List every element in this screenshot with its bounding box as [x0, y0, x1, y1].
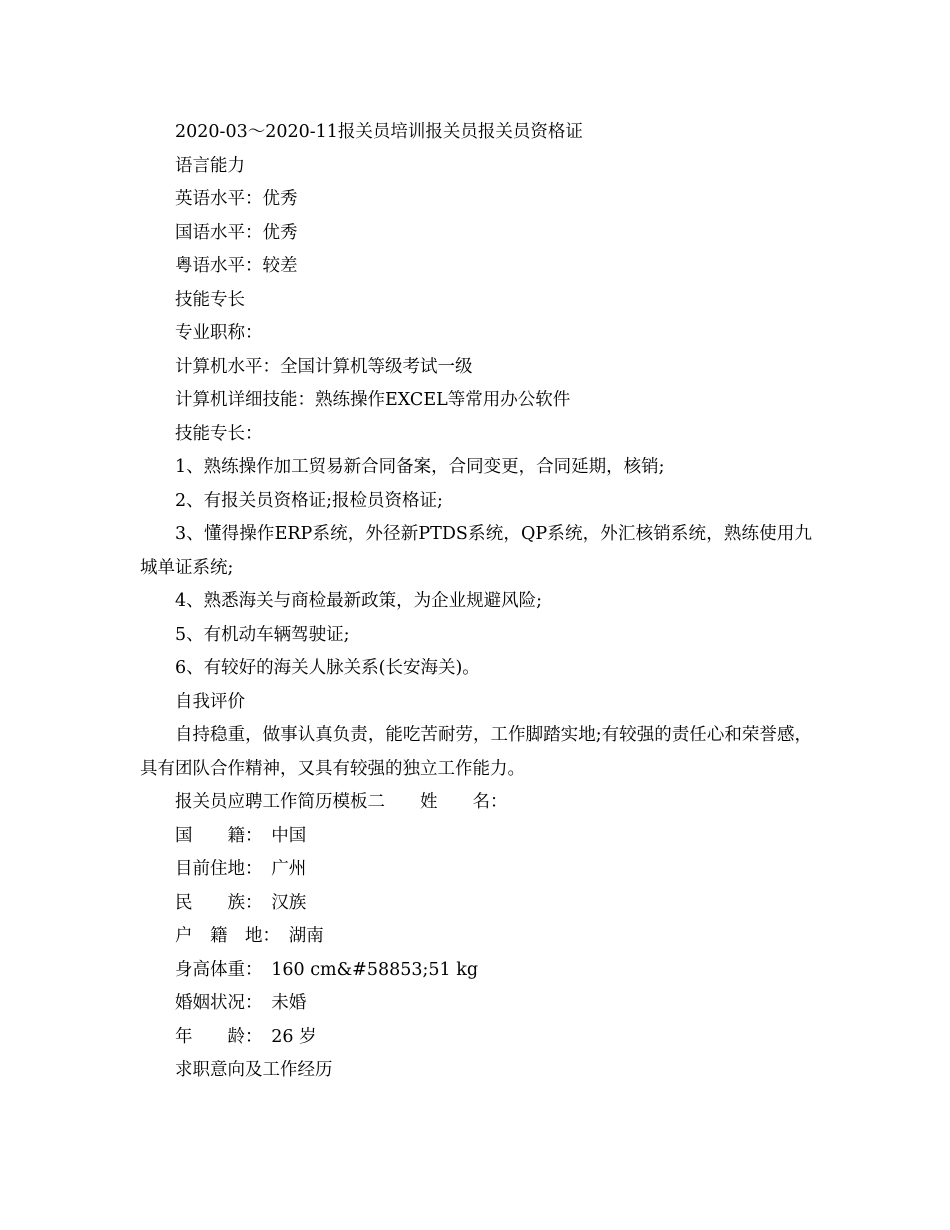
heading-self-evaluation: 自我评价 [175, 691, 245, 712]
paragraph-mandarin-level: 国语水平：优秀 [175, 222, 298, 243]
field-ethnicity: 民 族： 汉族 [175, 892, 307, 913]
heading-skills: 技能专长 [175, 289, 245, 310]
paragraph-english-level: 英语水平：优秀 [175, 189, 298, 209]
list-item-skill-2: 2、有报关员资格证;报检员资格证; [175, 490, 443, 511]
field-current-residence: 目前住地： 广州 [175, 859, 307, 879]
paragraph-training: 2020-03～2020-11报关员培训报关员报关员资格证 [175, 122, 583, 142]
list-item-skill-5: 5、有机动车辆驾驶证; [175, 624, 350, 645]
paragraph-professional-title: 专业职称： [175, 323, 263, 343]
paragraph-computer-skills: 计算机详细技能：熟练操作EXCEL等常用办公软件 [175, 390, 571, 410]
paragraph-self-evaluation: 自持稳重，做事认真负责，能吃苦耐劳，工作脚踏实地;有较强的责任心和荣誉感，具有团队合作精神，又具有较强的独立工作能力。 [140, 725, 812, 779]
list-item-skill-1: 1、熟练操作加工贸易新合同备案，合同变更，合同延期，核销; [175, 457, 665, 477]
document-page [140, 116, 812, 1088]
field-height-weight: 身高体重： 160 cm&#58853;51 kg [175, 959, 479, 980]
heading-language-ability: 语言能力 [175, 155, 245, 176]
paragraph-computer-level: 计算机水平：全国计算机等级考试一级 [175, 356, 473, 377]
list-item-skill-3: 3、懂得操作ERP系统，外径新PTDS系统，QP系统，外汇核销系统，熟练使用九城单证系统; [140, 524, 812, 578]
paragraph-cantonese-level: 粤语水平：较差 [175, 256, 298, 276]
field-nationality: 国 籍： 中国 [175, 825, 307, 846]
field-marital-status: 婚姻状况： 未婚 [175, 993, 307, 1013]
list-item-skill-6: 6、有较好的海关人脉关系(长安海关)。 [175, 658, 480, 678]
list-item-skill-4: 4、熟悉海关与商检最新政策，为企业规避风险; [175, 591, 543, 611]
field-household-registration: 户 籍 地： 湖南 [175, 926, 324, 946]
field-age: 年 龄： 26 岁 [175, 1026, 317, 1047]
heading-job-intention: 求职意向及工作经历 [175, 1060, 333, 1080]
heading-skills-list: 技能专长： [175, 423, 263, 444]
heading-resume-template-two: 报关员应聘工作简历模板二 姓 名： [175, 792, 508, 812]
